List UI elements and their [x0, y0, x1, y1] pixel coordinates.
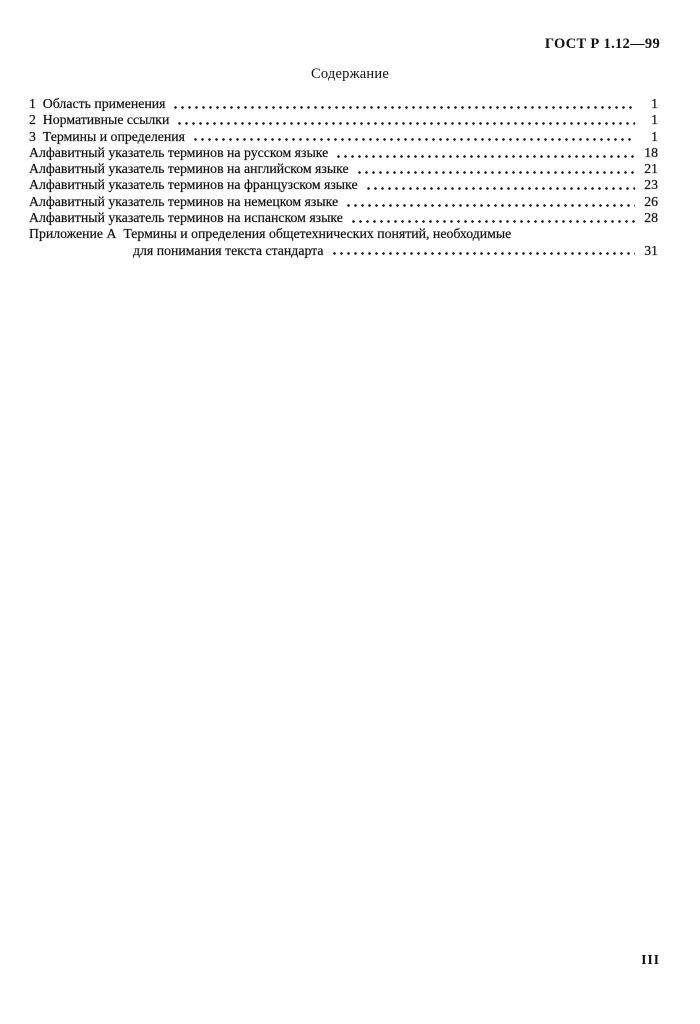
toc-entry: [29, 112, 658, 128]
dot-leader: [365, 186, 635, 191]
toc-entry-label: Алфавитный указатель терминов на русском языке: [29, 144, 329, 160]
dot-leader: [172, 105, 635, 110]
dot-leader: [345, 203, 635, 208]
table-of-contents: [29, 96, 658, 259]
toc-entry-label: Алфавитный указатель терминов на испанском языке: [29, 210, 343, 226]
toc-entry-label: 3 Термины и определения: [29, 128, 185, 144]
dot-leader: [192, 137, 635, 142]
toc-entry-page: 26: [644, 193, 658, 209]
toc-entry-page: 1: [651, 96, 658, 111]
toc-entry-page: 21: [644, 161, 658, 177]
toc-entry: [29, 161, 658, 177]
toc-entry-page: 31: [644, 242, 658, 258]
dot-leader: [335, 154, 635, 159]
toc-entry-label: Алфавитный указатель терминов на английском языке: [29, 161, 349, 177]
toc-entry-label: 2 Нормативные ссылки: [29, 112, 170, 128]
page-title: Содержание: [311, 66, 389, 82]
toc-entry-page: 28: [644, 210, 658, 226]
toc-entry: [29, 96, 658, 112]
toc-entry-label: 1 Область применения: [29, 96, 166, 111]
toc-entry: [29, 194, 658, 210]
toc-entry-label: для понимания текста стандарта: [133, 242, 324, 258]
toc-entry-label: Алфавитный указатель терминов на немецком языке: [29, 193, 339, 209]
dot-leader: [331, 251, 636, 256]
toc-entry-page: 1: [651, 128, 658, 144]
toc-entry: [29, 210, 658, 226]
dot-leader: [350, 219, 635, 224]
toc-entry-page: 23: [644, 177, 658, 193]
toc-entry: [29, 145, 658, 161]
toc-entry: [29, 177, 658, 193]
toc-entry: [29, 129, 658, 145]
folio-page-number: III: [641, 952, 660, 967]
toc-entry-appendix-line2: [29, 243, 658, 259]
toc-entry-page: 18: [644, 144, 658, 160]
dot-leader: [356, 170, 635, 175]
toc-entry-label: Алфавитный указатель терминов на французском языке: [29, 177, 358, 193]
toc-entry-page: 1: [651, 112, 658, 128]
toc-entry-label: Приложение А Термины и определения общетехнических понятий, необходимые: [29, 226, 512, 242]
standard-code: ГОСТ Р 1.12—99: [544, 36, 660, 52]
dot-leader: [176, 121, 635, 126]
toc-entry-appendix-line1: [29, 226, 658, 242]
